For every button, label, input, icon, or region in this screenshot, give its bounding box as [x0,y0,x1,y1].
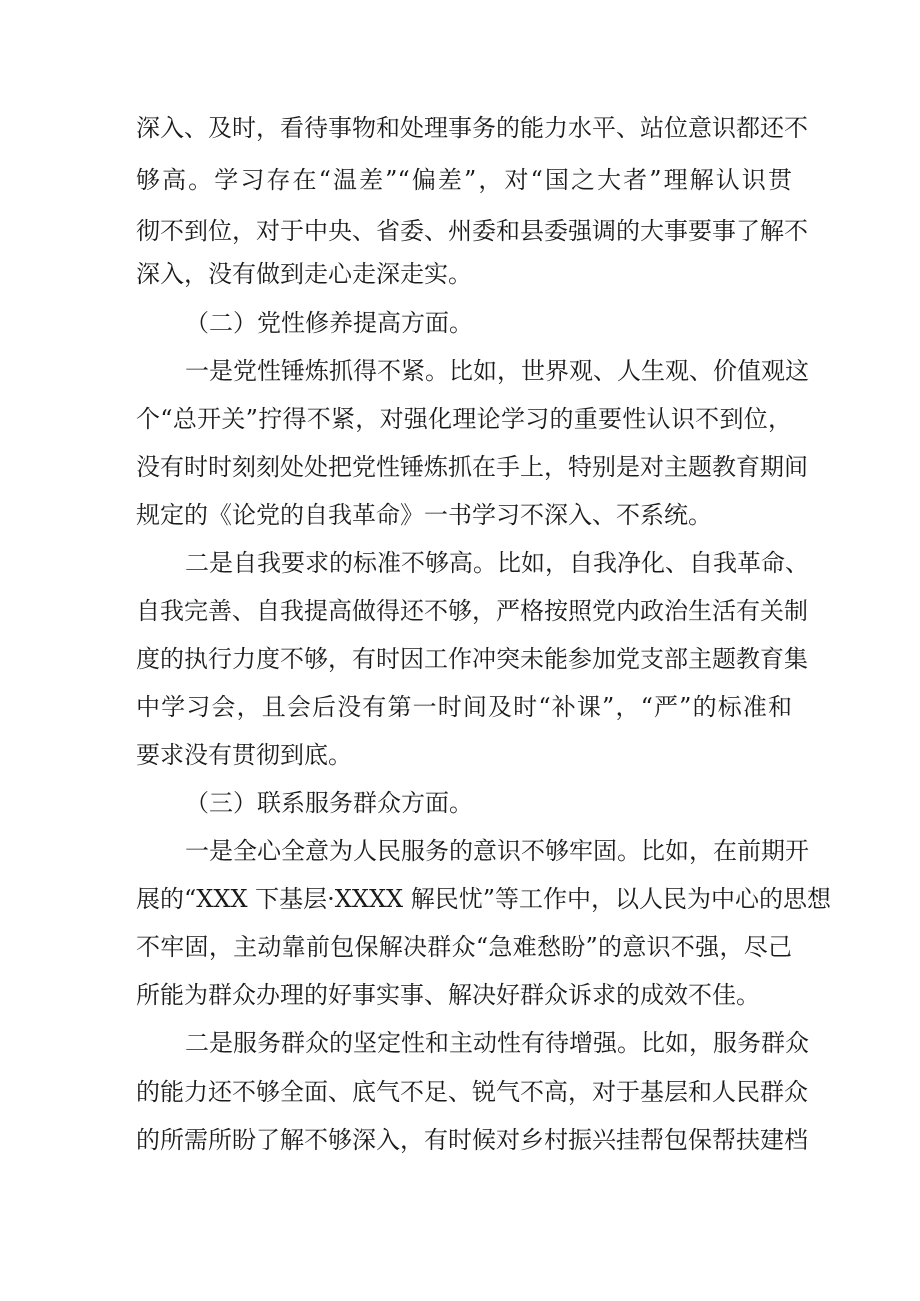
text-line: 要求没有贯彻到底。 [136,741,352,769]
text-line: 展的“XXX 下基层·XXXX 解民忧”等工作中，以人民为中心的思想 [136,885,832,913]
text-line: 规定的《论党的自我革命》一书学习不深入、不系统。 [136,501,712,529]
text-line: 一是全心全意为人民服务的意识不够牢固。比如，在前期开 [185,837,809,865]
text-line: 一是党性锤炼抓得不紧。比如，世界观、人生观、价值观这 [185,357,809,385]
text-line: 二是自我要求的标准不够高。比如，自我净化、自我革命、 [185,549,809,577]
text-line: 自我完善、自我提高做得还不够，严格按照党内政治生活有关制 [136,597,808,625]
text-line: 二是服务群众的坚定性和主动性有待增强。比如，服务群众 [185,1029,809,1057]
text-line: 中学习会，且会后没有第一时间及时“补课”，“严”的标准和 [136,693,792,721]
text-line: 不牢固，主动靠前包保解决群众“急难愁盼”的意识不强，尽己 [136,933,792,961]
text-line: 深入、及时，看待事物和处理事务的能力水平、站位意识都还不 [136,114,808,142]
section-heading: （二）党性修养提高方面。 [185,309,473,337]
text-line: 个“总开关”拧得不紧，对强化理论学习的重要性认识不到位， [136,405,792,433]
section-heading: （三）联系服务群众方面。 [185,789,473,817]
text-line: 的所需所盼了解不够深入，有时候对乡村振兴挂帮包保帮扶建档 [136,1126,808,1154]
text-line: 够高。学习存在“温差”“偏差”，对“国之大者”理解认识贯 [136,166,792,194]
text-line: 彻不到位，对于中央、省委、州委和县委强调的大事要事了解不 [136,217,808,245]
text-line: 没有时时刻刻处处把党性锤炼抓在手上，特别是对主题教育期间 [136,453,808,481]
text-line: 的能力还不够全面、底气不足、锐气不高，对于基层和人民群众 [136,1078,808,1106]
text-line: 深入，没有做到走心走深走实。 [136,260,472,288]
text-line: 度的执行力度不够，有时因工作冲突未能参加党支部主题教育集 [136,645,808,673]
text-line: 所能为群众办理的好事实事、解决好群众诉求的成效不佳。 [136,981,760,1009]
